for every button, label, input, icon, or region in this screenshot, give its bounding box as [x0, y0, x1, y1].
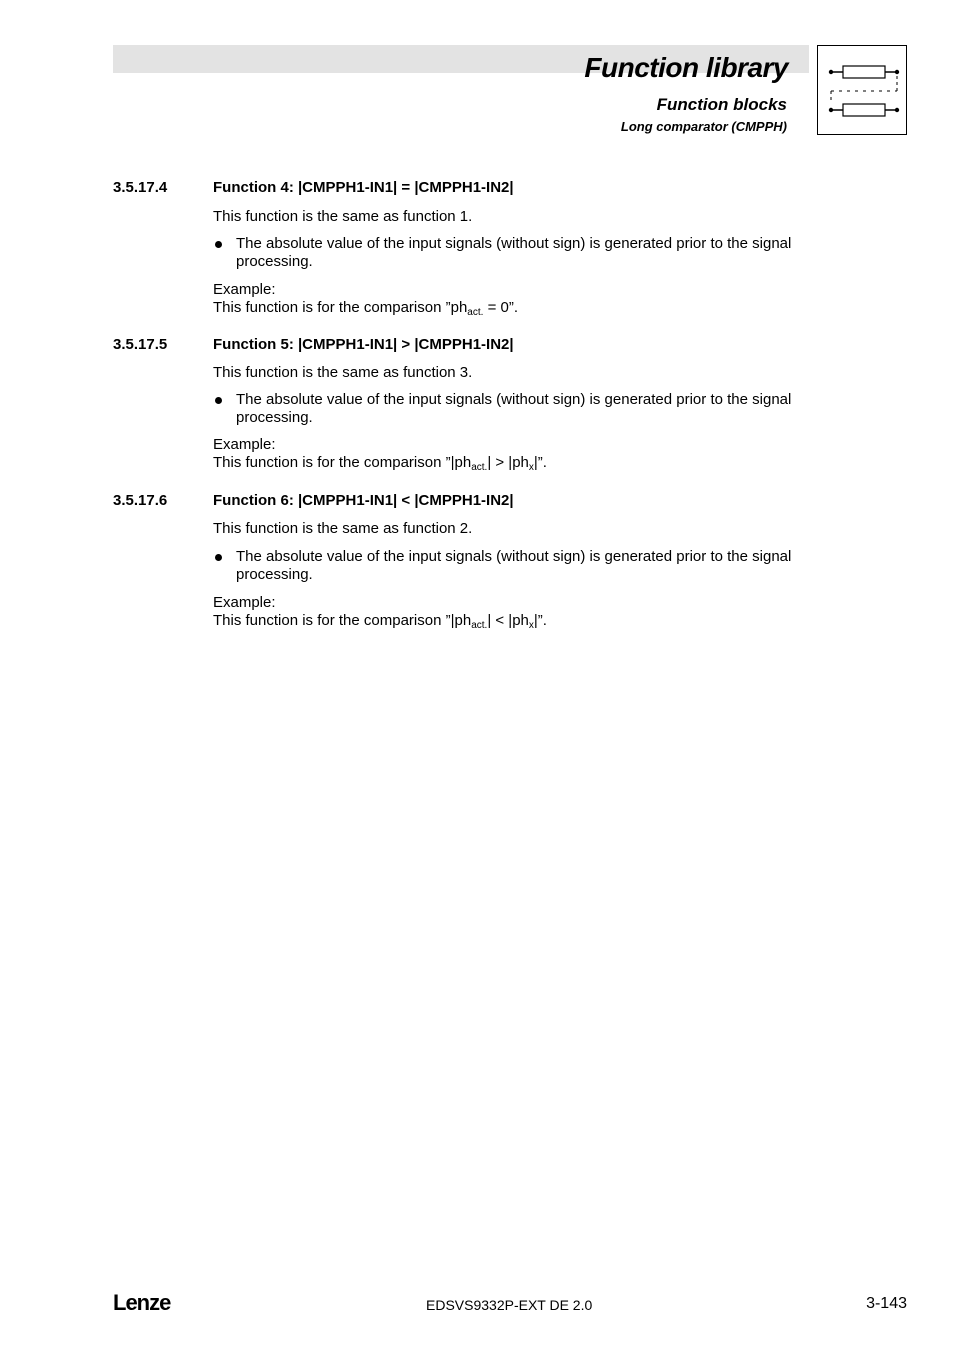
section-subtitle: Long comparator (CMPPH): [620, 119, 787, 134]
chapter-title: Function library: [584, 52, 788, 83]
section-number: 3.5.17.4: [113, 179, 168, 196]
example-text: This function is for the comparison $”ph_{act.} = 0$”.: [213, 299, 519, 318]
bullet-dot-icon: [215, 554, 222, 561]
intro-text: This function is the same as function 3.: [213, 364, 473, 381]
intro-text: This function is the same as function 2.: [213, 520, 473, 537]
section-body: [213, 520, 843, 630]
bullet-text: The absolute value of the input signals (without sign) is generated prior to the signal processing.: [236, 548, 792, 583]
section-body: [213, 208, 843, 317]
bullet-text: The absolute value of the input signals (without sign) is generated prior to the signal processing.: [236, 391, 792, 426]
document-id: EDSVS9332P-EXT DE 2.0: [426, 1297, 593, 1313]
example-text: This function is for the comparison $”|ph_{act.}| < |ph_x|$”.: [213, 612, 547, 631]
section-title: Function 4: |CMPPH1-IN1| = |CMPPH1-IN2|: [213, 179, 514, 196]
bullet-text: The absolute value of the input signals (without sign) is generated prior to the signal processing.: [236, 235, 792, 270]
page-number: 3-143: [866, 1295, 907, 1312]
brand-logo: Lenze: [113, 1290, 171, 1315]
section-title: Function 6: |CMPPH1-IN1| < |CMPPH1-IN2|: [213, 492, 514, 509]
bullet-item: [213, 548, 843, 584]
section-number: 3.5.17.5: [113, 336, 168, 353]
chapter-subtitle: Function blocks: [656, 95, 787, 114]
bullet-dot-icon: [215, 397, 222, 404]
example-label: Example:: [213, 594, 276, 611]
bullet-dot-icon: [215, 241, 222, 248]
function-block-icon: [817, 45, 907, 135]
example-text: This function is for the comparison $”|ph_{act.}| > |ph_x|$”.: [213, 454, 547, 473]
example-label: Example:: [213, 281, 276, 298]
section-body: [213, 364, 843, 472]
bullet-item: [213, 235, 843, 271]
bullet-item: [213, 391, 843, 427]
intro-text: This function is the same as function 1.: [213, 208, 473, 225]
section-title: Function 5: |CMPPH1-IN1| > |CMPPH1-IN2|: [213, 336, 514, 353]
example-label: Example:: [213, 436, 276, 453]
section-number: 3.5.17.6: [113, 492, 168, 509]
